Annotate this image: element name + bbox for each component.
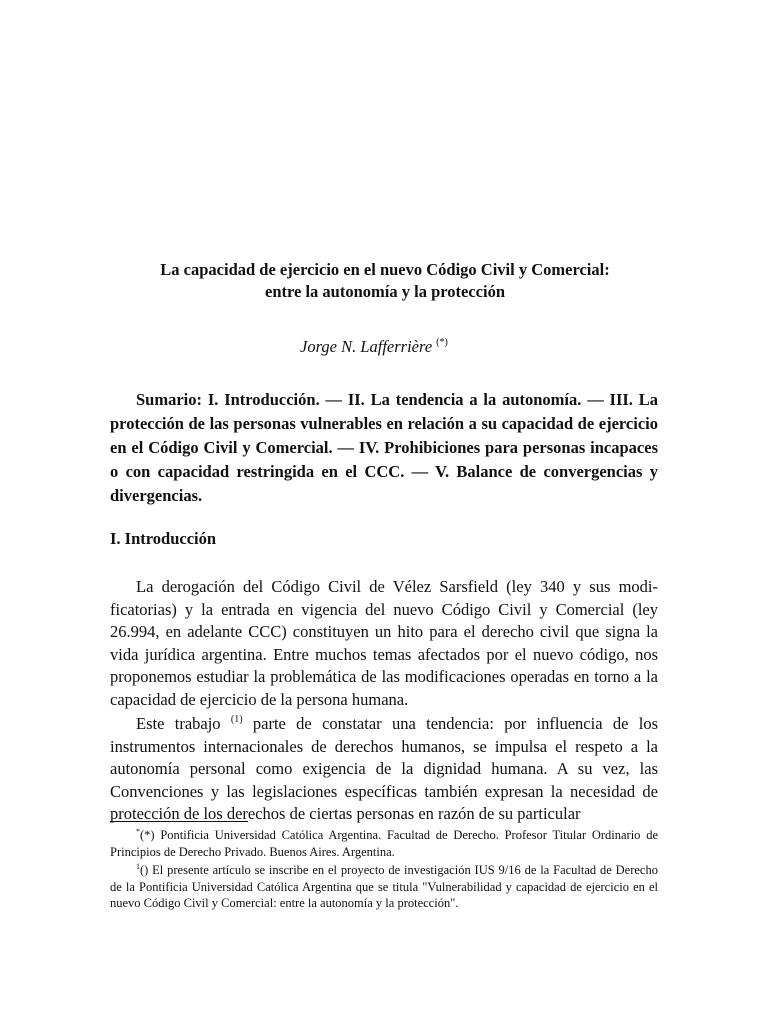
footnote-divider [110, 821, 248, 822]
section-heading: I. Introducción [110, 529, 217, 548]
paragraph-2-rest: parte de constatar una tendencia: por influencia de los instrumentos internacionales de derechos humanos, se impulsa el respeto a la autonomía personal como exigencia de la dignidad humana. A su vez, las Convenciones y las legislaciones específicas también expresan la necesidad de protección de los derechos de ciertas personas en razón de su particular [110, 714, 659, 823]
author-name: Jorge N. Lafferrière [300, 337, 433, 356]
title-line-2: entre la autonomía y la protección [265, 282, 505, 301]
author-note-mark: (*) [436, 337, 448, 348]
body-paragraph-1: La derogación del Código Civil de Vélez Sarsfield (ley 340 y sus modificatorias) y la entrada en vigencia del nuevo Código Civil y Comercial (ley 26.994, en adelante CCC) constituyen un hito para el derecho civil que signa la vida jurídica argentina. Entre muchos temas afectados por el nuevo código, nos proponemos estudiar la problemática de las modificaciones operadas en torno a la capacidad de ejercicio de la persona humana. [110, 577, 658, 709]
footnote-text: (*) Pontificia Universidad Católica Argentina. Facultad de Derecho. Profesor Titular Ordinario de Principios de Derecho Privado. Buenos Aires. Argentina. [110, 828, 658, 859]
title-line-1: La capacidad de ejercicio en el nuevo Código Civil y Comercial: [160, 260, 610, 279]
footnote-text: () El presente artículo se inscribe en el proyecto de investigación IUS 9/16 de la Facultad de Derecho de la Pontificia Universidad Católica Argentina que se titula "Vulnerabilidad y capacidad de ejercicio en el nuevo Código Civil y Comercial: entre la autonomía y la protección". [110, 863, 658, 910]
footnote-2 [110, 859, 658, 912]
body-paragraph-2 [110, 709, 658, 826]
footnote-mark: 1 [136, 862, 140, 871]
footnote-reference-1: (1) [230, 714, 243, 725]
paragraph-2-start: Este trabajo [136, 714, 231, 733]
summary: Sumario: I. Introducción. — II. La tendencia a la autonomía. — III. La protección de las personas vulnerables en relación a su capacidad de ejercicio en el Código Civil y Comercial. — IV. Prohibiciones para personas incapaces o con capacidad restringida en el CCC. — V. Balance de convergencias y divergencias. [110, 390, 658, 505]
footnote-mark: * [136, 827, 140, 836]
article-title [110, 259, 660, 303]
author-line [300, 333, 448, 357]
footnote-1 [110, 824, 658, 860]
